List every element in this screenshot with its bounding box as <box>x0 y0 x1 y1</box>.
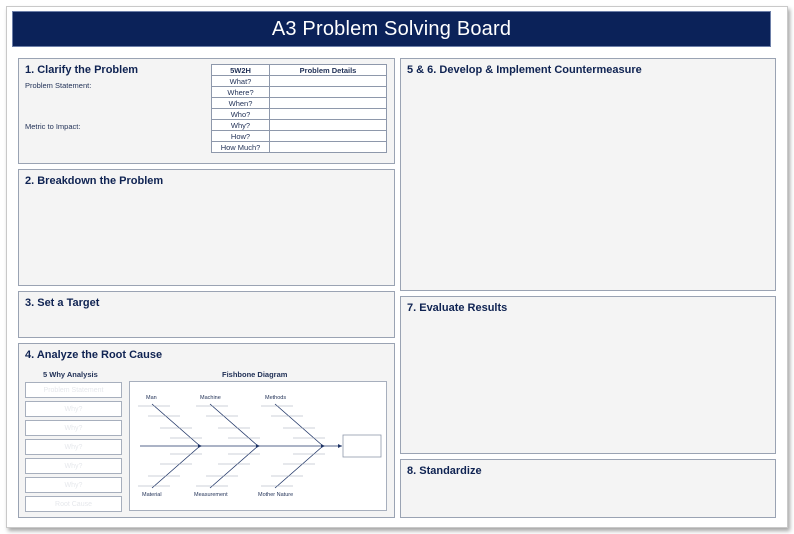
five-why-title: 5 Why Analysis <box>43 370 98 379</box>
row-detail-field[interactable] <box>270 131 387 142</box>
row-detail-field[interactable] <box>270 76 387 87</box>
panel-evaluate-results[interactable] <box>400 296 776 454</box>
panel-standardize[interactable] <box>400 459 776 518</box>
table-row <box>212 98 387 109</box>
table-row <box>212 109 387 120</box>
panel-title: 1. Clarify the Problem <box>25 64 139 76</box>
board-title: A3 Problem Solving Board <box>12 11 771 47</box>
table-row <box>212 87 387 98</box>
row-label: Where? <box>212 87 270 98</box>
table-header-row <box>212 65 387 76</box>
why-box[interactable]: Why? <box>25 420 122 436</box>
panel-countermeasure[interactable] <box>400 58 776 291</box>
fishbone-head-box <box>343 435 381 457</box>
table-row <box>212 76 387 87</box>
fishbone-title: Fishbone Diagram <box>222 370 288 379</box>
why-box[interactable]: Root Cause <box>25 496 122 512</box>
why-box[interactable]: Why? <box>25 439 122 455</box>
fishbone-label-bottom: Measurement <box>194 492 228 498</box>
row-detail-field[interactable] <box>270 120 387 131</box>
table-header-details: Problem Details <box>270 65 387 76</box>
why-box[interactable]: Why? <box>25 477 122 493</box>
metric-label: Metric to Impact: <box>25 122 81 131</box>
fishbone-label-top: Man <box>146 395 157 401</box>
row-detail-field[interactable] <box>270 87 387 98</box>
row-detail-field[interactable] <box>270 142 387 153</box>
row-label: How Much? <box>212 142 270 153</box>
bone-bottom-3 <box>275 446 323 488</box>
row-detail-field[interactable] <box>270 98 387 109</box>
bone-top-1 <box>152 404 200 446</box>
panel-set-target[interactable] <box>18 291 395 338</box>
panel-title: 2. Breakdown the Problem <box>25 175 164 187</box>
fishbone-label-bottom: Material <box>142 492 162 498</box>
fishbone-label-top: Methods <box>265 395 287 401</box>
table-row <box>212 120 387 131</box>
fishbone-svg <box>130 382 386 510</box>
table-row <box>212 142 387 153</box>
why-box[interactable]: Problem Statement <box>25 382 122 398</box>
fishbone-diagram <box>129 381 387 511</box>
panel-title: 8. Standardize <box>407 465 482 477</box>
bone-top-3 <box>275 404 323 446</box>
bone-bottom-2 <box>210 446 258 488</box>
fishbone-label-bottom: Mother Nature <box>258 492 294 498</box>
why-box[interactable]: Why? <box>25 401 122 417</box>
panel-breakdown-problem[interactable] <box>18 169 395 286</box>
fishbone-label-top: Machine <box>200 395 221 401</box>
panel-title: 7. Evaluate Results <box>407 302 508 314</box>
panel-title: 4. Analyze the Root Cause <box>25 349 163 361</box>
why-box[interactable]: Why? <box>25 458 122 474</box>
row-label: Why? <box>212 120 270 131</box>
row-label: Who? <box>212 109 270 120</box>
problem-statement-label: Problem Statement: <box>25 81 92 90</box>
table-row <box>212 131 387 142</box>
row-detail-field[interactable] <box>270 109 387 120</box>
row-label: When? <box>212 98 270 109</box>
panel-clarify-problem <box>18 58 395 164</box>
panel-title: 3. Set a Target <box>25 297 100 309</box>
5w2h-table <box>211 64 387 153</box>
panel-title: 5 & 6. Develop & Implement Countermeasure <box>407 64 642 76</box>
row-label: What? <box>212 76 270 87</box>
bone-top-2 <box>210 404 258 446</box>
table-header-5w2h: 5W2H <box>212 65 270 76</box>
row-label: How? <box>212 131 270 142</box>
panel-root-cause <box>18 343 395 518</box>
bone-bottom-1 <box>152 446 200 488</box>
